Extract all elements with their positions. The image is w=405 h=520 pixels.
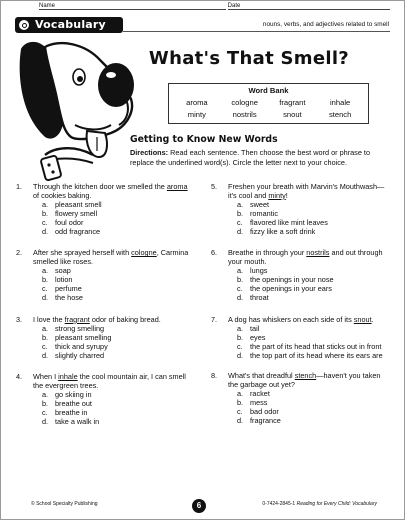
option-text: flowery smell	[55, 208, 98, 218]
answer-option[interactable]	[42, 228, 191, 237]
option-letter: d.	[237, 415, 244, 425]
answer-option[interactable]	[42, 352, 191, 361]
word-bank-item: stench	[328, 110, 352, 119]
option-text: fragrance	[250, 415, 281, 425]
option-letter: d.	[42, 292, 49, 302]
option-letter: a.	[42, 323, 49, 333]
option-letter: c.	[42, 408, 48, 418]
question	[211, 316, 391, 361]
word-bank-title: Word Bank	[248, 86, 289, 95]
underlined-word: minty	[268, 190, 286, 200]
option-letter: a.	[42, 266, 49, 276]
question-number: 2.	[16, 248, 23, 258]
stem-text: of cookies baking.	[33, 190, 92, 200]
option-text: odd fragrance	[55, 226, 101, 236]
option-letter: a.	[237, 323, 244, 333]
option-letter: d.	[237, 292, 244, 302]
question-number: 3.	[16, 314, 23, 324]
vocabulary-badge	[15, 17, 123, 33]
question-stem	[33, 373, 191, 391]
option-text: fizzy like a soft drink	[250, 226, 316, 236]
badge-label: Vocabulary	[35, 18, 106, 31]
underlined-word: nostrils	[306, 248, 330, 258]
question	[16, 183, 191, 236]
word-bank-list	[173, 98, 364, 119]
word-bank-item: nostrils	[232, 110, 257, 119]
stem-text: Freshen your breath with Marvin's Mouthwash—it's cool and	[228, 182, 385, 200]
word-bank-item: fragrant	[279, 98, 306, 107]
name-date-line	[39, 3, 390, 10]
option-text: slightly charred	[55, 350, 105, 360]
word-bank	[168, 83, 369, 124]
question-stem	[33, 249, 191, 267]
option-text: strong smelling	[55, 323, 105, 333]
option-text: thick and syrupy	[55, 341, 108, 351]
option-text: soap	[55, 266, 71, 276]
stem-text: What's that dreadful	[228, 371, 295, 381]
question-stem	[228, 372, 391, 390]
option-letter: b.	[42, 208, 49, 218]
book-credit	[262, 501, 377, 507]
topic-label: nouns, verbs, and adjectives related to smell	[262, 21, 389, 28]
option-letter: a.	[42, 199, 49, 209]
option-text: breathe in	[55, 408, 88, 418]
option-letter: d.	[42, 226, 49, 236]
option-text: foul odor	[55, 217, 84, 227]
stem-text: Breathe in through your	[228, 248, 307, 258]
option-text: pleasant smell	[55, 199, 102, 209]
question	[16, 373, 191, 426]
question-stem	[228, 183, 391, 201]
stem-text: After she sprayed herself with	[33, 248, 132, 258]
option-text: lotion	[55, 275, 73, 285]
option-letter: c.	[237, 407, 243, 417]
answer-options	[228, 201, 391, 237]
option-letter: c.	[237, 217, 243, 227]
stem-text: , Carmina smelled like roses.	[33, 248, 189, 267]
option-text: the top part of its head where its ears are	[250, 350, 383, 360]
option-letter: b.	[237, 332, 244, 342]
option-text: take a walk in	[55, 416, 100, 426]
question	[211, 372, 391, 425]
name-field: Name	[39, 3, 226, 10]
page-title: What's That Smell?	[148, 48, 350, 69]
word-bank-item: aroma	[186, 98, 208, 107]
option-letter: a.	[42, 390, 49, 400]
directions-text	[130, 148, 372, 167]
option-letter: c.	[237, 341, 243, 351]
option-text: perfume	[55, 284, 82, 294]
isbn: 0-7424-2845-1	[262, 501, 296, 507]
option-text: the part of its head that sticks out in front	[250, 341, 382, 351]
option-letter: c.	[42, 217, 48, 227]
stem-text: !	[285, 190, 288, 200]
option-text: racket	[250, 389, 270, 399]
question	[211, 183, 391, 236]
dog-illustration-icon	[15, 35, 143, 195]
question-number: 7.	[211, 314, 218, 324]
date-field: Date	[228, 3, 390, 10]
stem-text: —haven't you taken the garbage out yet?	[228, 371, 381, 390]
underlined-word: cologne	[131, 248, 157, 258]
stem-text: I love the	[33, 314, 65, 324]
stem-text: A dog has whiskers on each side of its	[228, 314, 354, 324]
option-letter: b.	[42, 275, 49, 285]
answer-options	[33, 391, 191, 427]
answer-options	[228, 267, 391, 303]
option-text: go skiing in	[55, 390, 92, 400]
stem-text: Through the kitchen door we smelled the	[33, 182, 167, 191]
option-letter: b.	[237, 208, 244, 218]
option-text: eyes	[250, 332, 266, 342]
option-letter: d.	[42, 350, 49, 360]
option-letter: b.	[237, 398, 244, 408]
option-text: pleasant smelling	[55, 332, 112, 342]
answer-option[interactable]	[237, 417, 391, 426]
option-text: breathe out	[55, 399, 92, 409]
option-text: romantic	[250, 208, 278, 218]
word-bank-item: cologne	[231, 98, 258, 107]
option-letter: c.	[237, 284, 243, 294]
option-letter: d.	[237, 226, 244, 236]
question	[16, 316, 191, 361]
questions-left-column	[16, 183, 191, 427]
option-letter: b.	[237, 275, 244, 285]
questions-right-column	[211, 183, 391, 426]
option-text: lungs	[250, 266, 268, 276]
option-letter: b.	[42, 332, 49, 342]
book-title: Reading for Every Child: Vocabulary	[296, 501, 377, 507]
word-bank-item: inhale	[329, 98, 351, 107]
question-number: 8.	[211, 371, 218, 381]
answer-options	[33, 267, 191, 303]
logo-icon	[18, 19, 30, 31]
option-letter: d.	[42, 416, 49, 426]
option-text: throat	[250, 292, 269, 302]
answer-options	[228, 325, 391, 361]
stem-text: When I	[33, 372, 59, 382]
option-letter: b.	[42, 399, 49, 409]
option-letter: a.	[237, 389, 244, 399]
page-number: 6	[192, 499, 206, 513]
option-text: the openings in your ears	[250, 284, 332, 294]
header-rule	[123, 31, 390, 32]
option-text: bad odor	[250, 407, 279, 417]
option-letter: c.	[42, 341, 48, 351]
option-text: the hose	[55, 292, 83, 302]
answer-option[interactable]	[237, 352, 391, 361]
answer-option[interactable]	[42, 294, 191, 303]
option-text: the openings in your nose	[250, 275, 334, 285]
answer-option[interactable]	[237, 294, 391, 303]
underlined-word: snout	[353, 314, 372, 324]
stem-text: the cool mountain air, I can smell the evergreen trees.	[33, 372, 186, 391]
directions-label: Directions:	[130, 148, 169, 157]
question	[211, 249, 391, 302]
underlined-word: inhale	[58, 372, 78, 382]
stem-text: .	[371, 314, 374, 324]
question-stem	[228, 249, 391, 267]
word-bank-item: minty	[187, 110, 206, 119]
question-number: 5.	[211, 182, 218, 191]
answer-options	[33, 325, 191, 361]
option-letter: d.	[237, 350, 244, 360]
question-number: 6.	[211, 248, 218, 258]
answer-options	[33, 201, 191, 237]
answer-option[interactable]	[237, 228, 391, 237]
section-heading: Getting to Know New Words	[130, 134, 278, 145]
option-text: mess	[250, 398, 268, 408]
word-bank-item: snout	[283, 110, 302, 119]
stem-text: odor of baking bread.	[89, 314, 161, 324]
question	[16, 249, 191, 302]
answer-option[interactable]	[42, 418, 191, 427]
question-number: 4.	[16, 372, 23, 382]
underlined-word: aroma	[166, 182, 188, 191]
question-number: 1.	[16, 182, 23, 191]
option-letter: c.	[42, 284, 48, 294]
stem-text: and out through your mouth.	[228, 248, 383, 267]
underlined-word: fragrant	[64, 314, 90, 324]
question-stem	[33, 183, 191, 201]
directions-body: Read each sentence. Then choose the best word or phrase to replace the underlined word(s). Circle the letter next to your choice.	[130, 148, 371, 167]
answer-options	[228, 390, 391, 426]
copyright: © School Specialty Publishing	[31, 501, 98, 507]
option-letter: a.	[237, 199, 244, 209]
option-text: tail	[250, 323, 260, 333]
option-text: sweet	[250, 199, 270, 209]
option-letter: a.	[237, 266, 244, 276]
underlined-word: stench	[294, 371, 317, 381]
option-text: flavored like mint leaves	[250, 217, 328, 227]
